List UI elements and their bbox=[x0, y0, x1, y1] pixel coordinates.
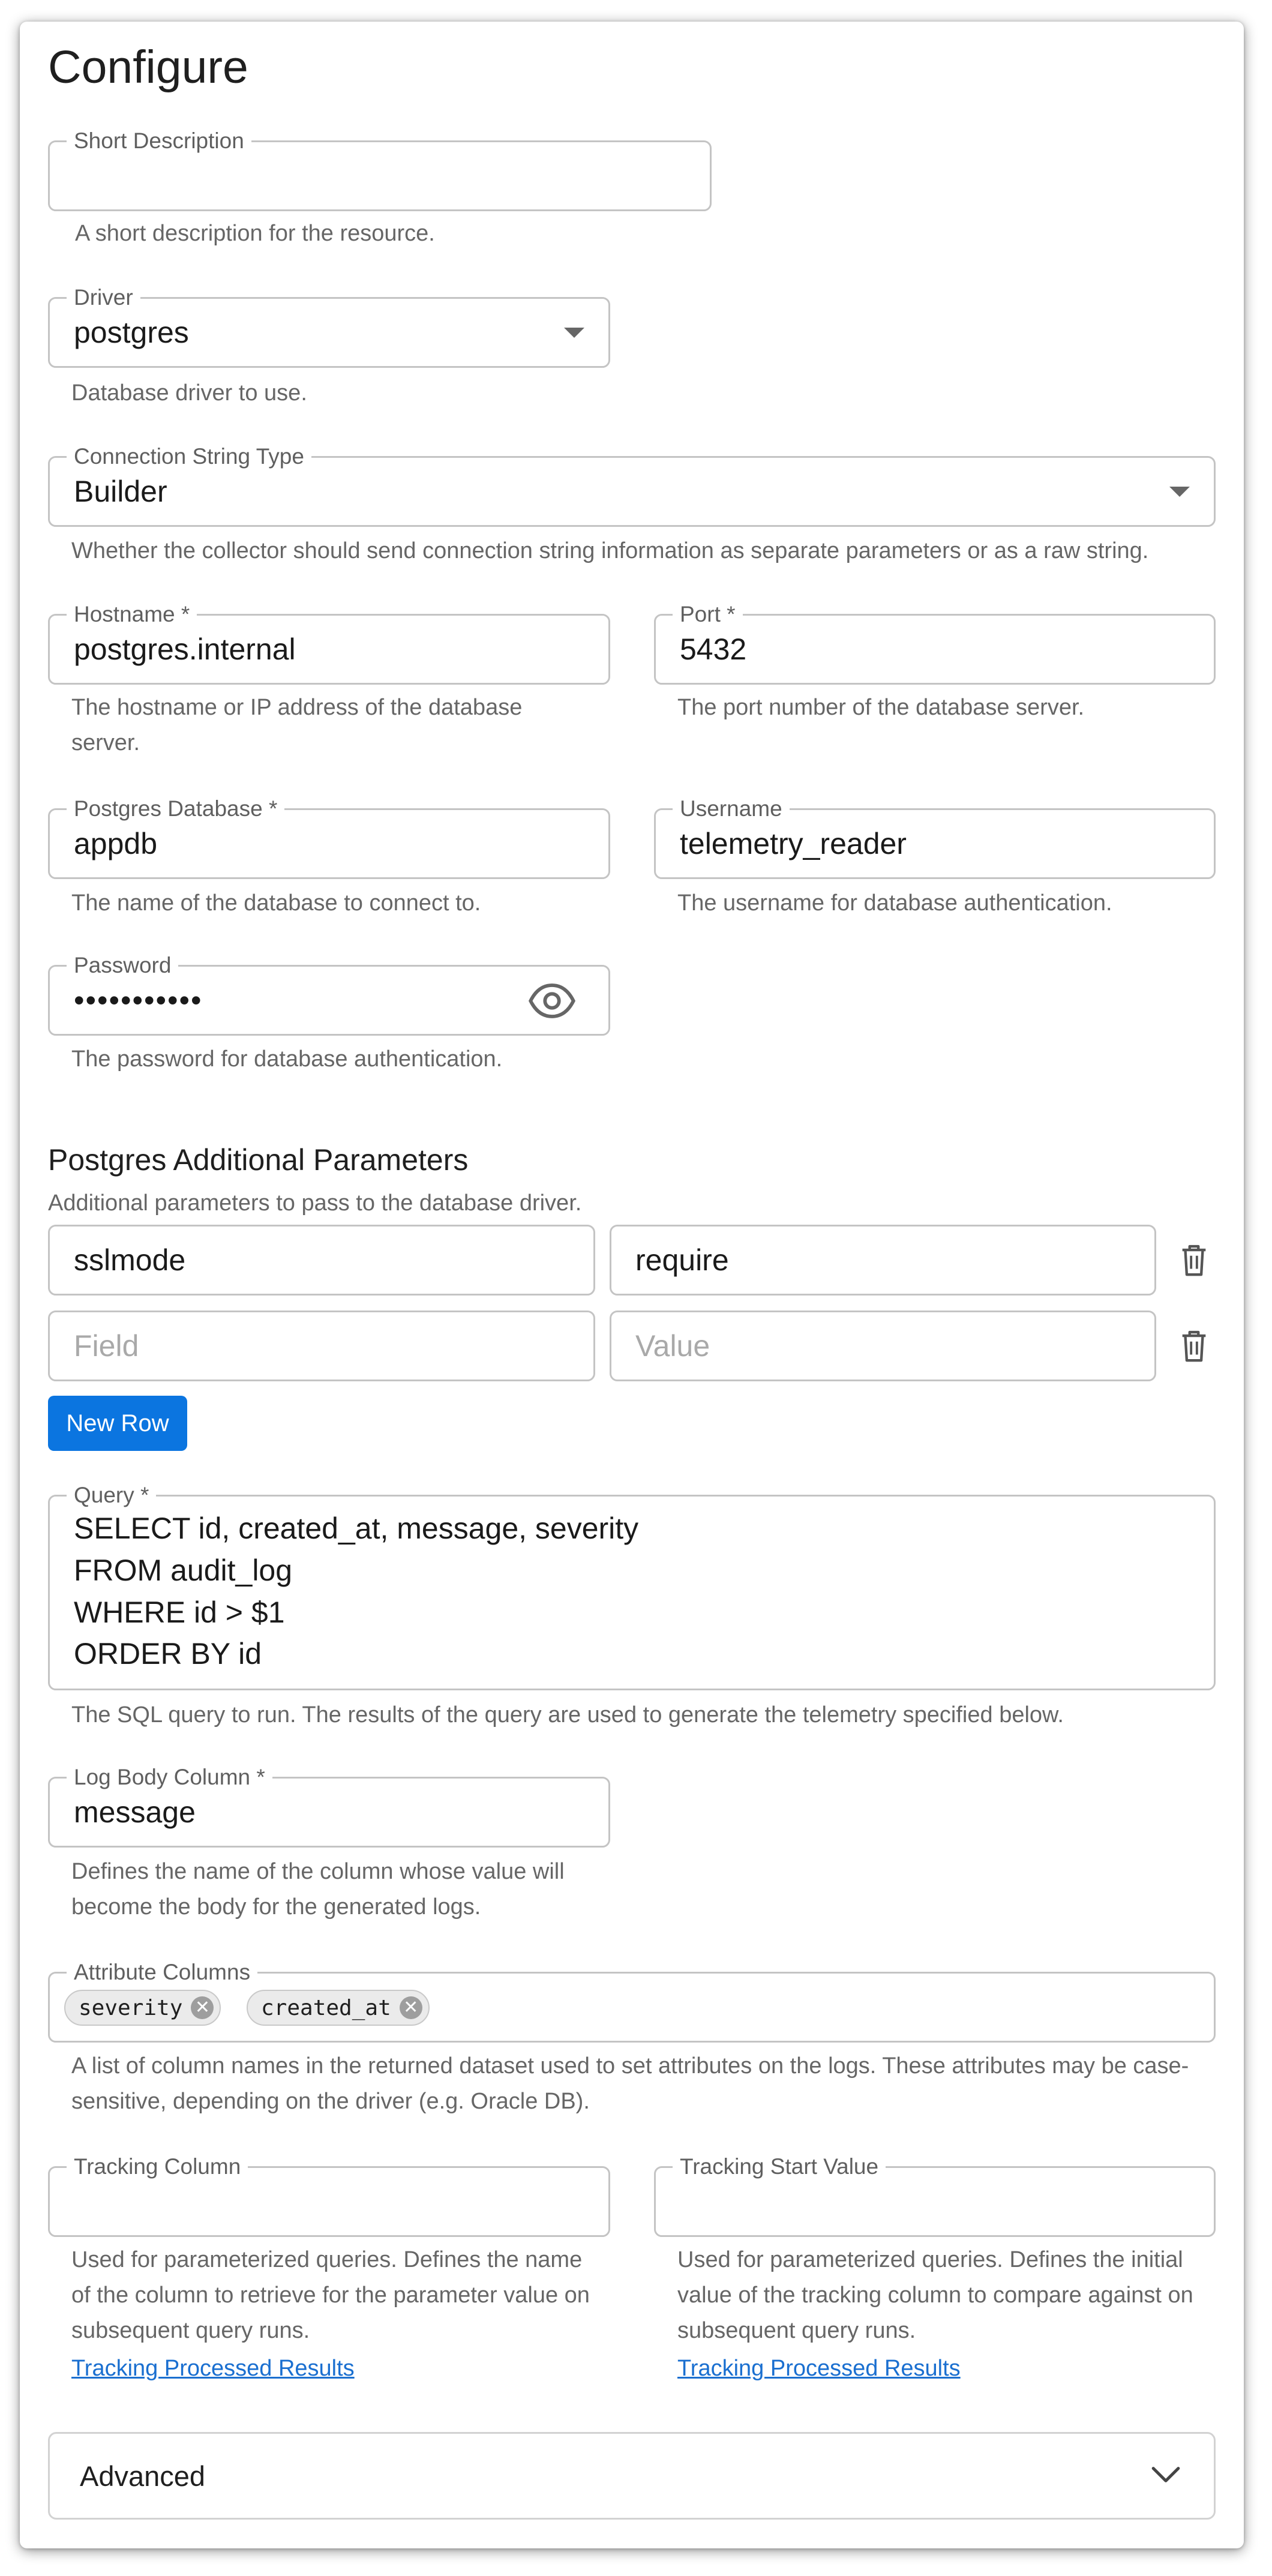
port-field[interactable] bbox=[654, 602, 1216, 685]
attribute-chip-label: severity bbox=[79, 1995, 183, 2020]
tracking-processed-results-link[interactable]: Tracking Processed Results bbox=[677, 2356, 961, 2381]
port-helper: The port number of the database server. bbox=[677, 695, 1085, 720]
attribute-columns-helper: A list of column names in the returned dataset used to set attributes on the logs. These attributes may be case-sensitive, depending on the driver (e.g. Oracle DB). bbox=[71, 2053, 1189, 2114]
driver-value: postgres bbox=[74, 316, 189, 349]
postgres-database-field[interactable] bbox=[48, 796, 610, 879]
connection-string-type-label: Connection String Type bbox=[67, 443, 311, 470]
advanced-label: Advanced bbox=[80, 2460, 206, 2492]
eye-icon[interactable] bbox=[529, 982, 575, 1019]
username-label: Username bbox=[673, 795, 790, 823]
driver-label: Driver bbox=[67, 284, 140, 311]
log-body-column-label: Log Body Column * bbox=[67, 1764, 272, 1791]
postgres-database-value: appdb bbox=[74, 827, 158, 860]
password-label: Password bbox=[67, 952, 178, 979]
configure-panel bbox=[20, 22, 1244, 2548]
param-field-placeholder: Field bbox=[74, 1329, 139, 1363]
username-helper: The username for database authentication. bbox=[677, 890, 1112, 916]
password-helper: The password for database authentication. bbox=[71, 1046, 503, 1072]
attribute-columns-field[interactable] bbox=[48, 1960, 1216, 2043]
caret-down-icon bbox=[564, 328, 584, 338]
caret-down-icon bbox=[1169, 487, 1190, 497]
postgres-database-helper: The name of the database to connect to. bbox=[71, 890, 481, 916]
tracking-column-label: Tracking Column bbox=[67, 2153, 248, 2181]
log-body-column-field[interactable] bbox=[48, 1765, 610, 1848]
log-body-column-helper: Defines the name of the column whose value will become the body for the generated logs. bbox=[71, 1859, 565, 1920]
additional-parameters-subtitle: Additional parameters to pass to the database driver. bbox=[48, 1190, 582, 1216]
short-description-helper: A short description for the resource. bbox=[75, 221, 435, 246]
query-label: Query * bbox=[67, 1482, 156, 1509]
attribute-chip[interactable] bbox=[64, 1990, 221, 2026]
username-field[interactable] bbox=[654, 796, 1216, 879]
tracking-processed-results-link[interactable]: Tracking Processed Results bbox=[71, 2356, 355, 2381]
chevron-down-icon bbox=[1151, 2464, 1181, 2485]
hostname-helper: The hostname or IP address of the database server. bbox=[71, 695, 523, 755]
connection-string-type-value: Builder bbox=[74, 475, 167, 508]
username-value: telemetry_reader bbox=[680, 827, 907, 860]
attribute-chip[interactable] bbox=[247, 1990, 430, 2026]
query-line: SELECT id, created_at, message, severity bbox=[74, 1512, 639, 1545]
attribute-columns-label: Attribute Columns bbox=[67, 1959, 257, 1986]
connection-string-type-helper: Whether the collector should send connection string information as separate parameters or as a raw string. bbox=[71, 538, 1149, 563]
param-field-value: sslmode bbox=[74, 1243, 186, 1277]
query-line: WHERE id > $1 bbox=[74, 1596, 285, 1629]
query-helper: The SQL query to run. The results of the query are used to generate the telemetry specified below. bbox=[71, 1702, 1064, 1728]
query-line: FROM audit_log bbox=[74, 1554, 293, 1587]
param-value-placeholder: Value bbox=[635, 1329, 710, 1363]
hostname-field[interactable] bbox=[48, 602, 610, 685]
password-field[interactable] bbox=[48, 953, 610, 1036]
query-line: ORDER BY id bbox=[74, 1637, 262, 1671]
driver-helper: Database driver to use. bbox=[71, 380, 307, 406]
connection-string-type-select[interactable] bbox=[48, 444, 1216, 527]
trash-icon[interactable] bbox=[1179, 1329, 1209, 1363]
tracking-start-value-field[interactable] bbox=[654, 2154, 1216, 2237]
param-field-input[interactable] bbox=[48, 1225, 595, 1296]
port-label: Port * bbox=[673, 601, 743, 628]
tracking-start-value-helper: Used for parameterized queries. Defines the initial value of the tracking column to compare against on subsequent query runs. bbox=[677, 2247, 1193, 2343]
param-value-value: require bbox=[635, 1243, 729, 1277]
password-value: ••••••••••• bbox=[74, 983, 203, 1017]
log-body-column-value: message bbox=[74, 1795, 196, 1829]
hostname-value: postgres.internal bbox=[74, 632, 296, 666]
param-field-input[interactable] bbox=[48, 1311, 595, 1381]
port-value: 5432 bbox=[680, 632, 747, 666]
page-title: Configure bbox=[48, 41, 248, 93]
hostname-label: Hostname * bbox=[67, 601, 197, 628]
advanced-accordion[interactable] bbox=[48, 2432, 1216, 2520]
attribute-chip-label: created_at bbox=[261, 1995, 391, 2020]
driver-select[interactable] bbox=[48, 285, 610, 368]
new-row-button[interactable]: New Row bbox=[48, 1396, 187, 1451]
remove-chip-icon[interactable]: ✕ bbox=[400, 1996, 422, 2019]
short-description-field[interactable] bbox=[48, 128, 712, 211]
tracking-column-helper: Used for parameterized queries. Defines the name of the column to retrieve for the parameter value on subsequent query runs. bbox=[71, 2247, 590, 2343]
additional-parameters-title: Postgres Additional Parameters bbox=[48, 1143, 469, 1177]
trash-icon[interactable] bbox=[1179, 1243, 1209, 1277]
tracking-column-field[interactable] bbox=[48, 2154, 610, 2237]
remove-chip-icon[interactable]: ✕ bbox=[191, 1996, 214, 2019]
tracking-start-value-label: Tracking Start Value bbox=[673, 2153, 886, 2181]
postgres-database-label: Postgres Database * bbox=[67, 795, 284, 823]
short-description-label: Short Description bbox=[67, 127, 251, 155]
query-textarea[interactable] bbox=[48, 1483, 1216, 1690]
param-value-input[interactable] bbox=[610, 1225, 1156, 1296]
param-value-input[interactable] bbox=[610, 1311, 1156, 1381]
